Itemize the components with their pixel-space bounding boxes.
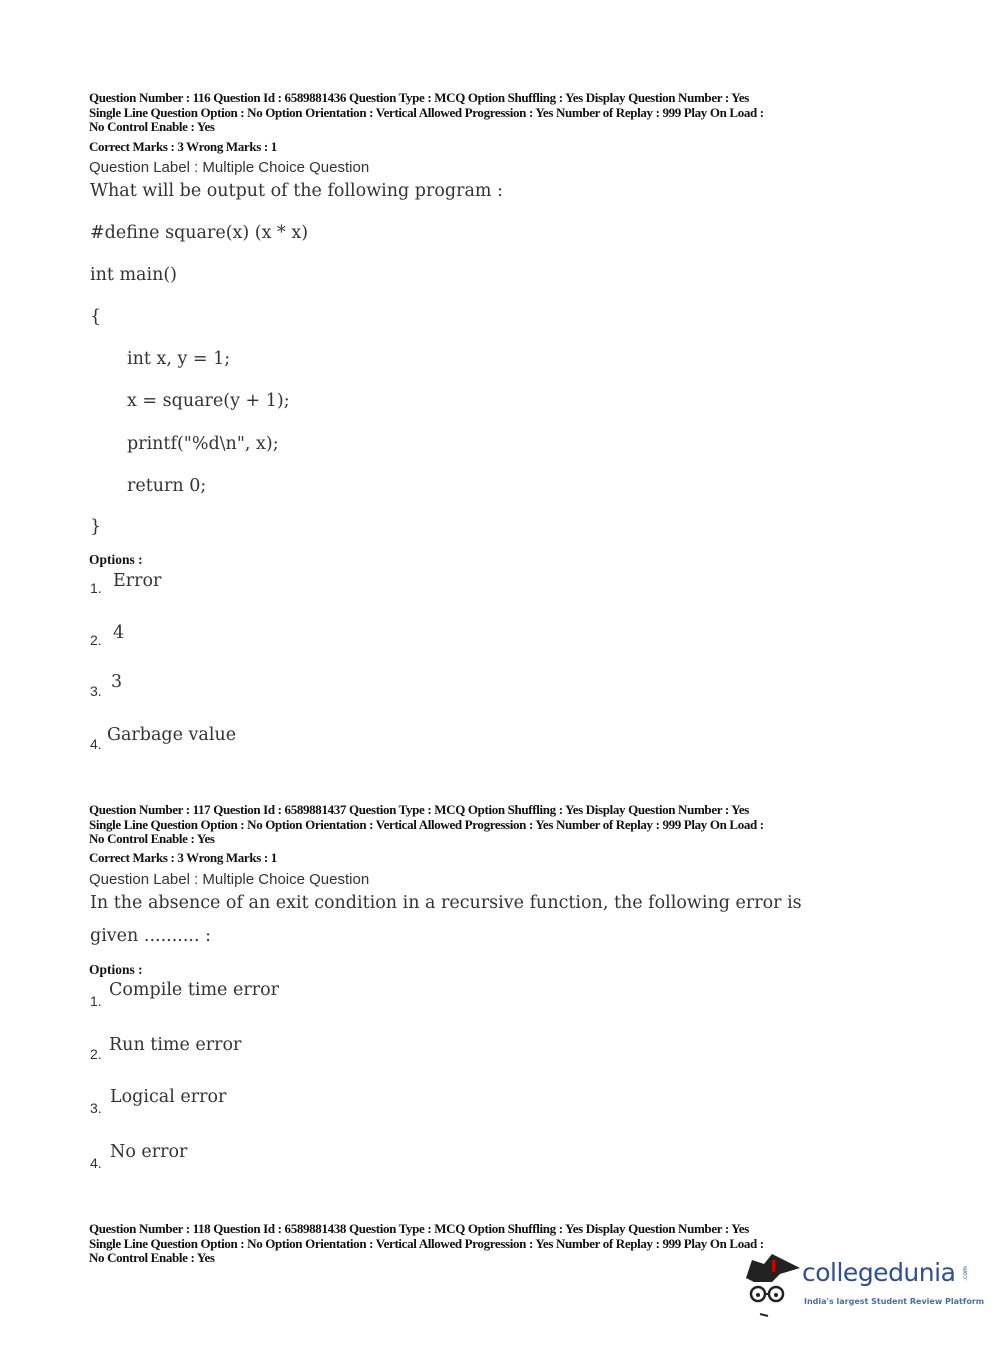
options-header: Options : [89, 552, 143, 567]
question-label: Question Label : Multiple Choice Question [89, 871, 370, 888]
meta-line: Question Number : 116 Question Id : 6589881436 Question Type : MCQ Option Shuffling : Yes Display Question Number : Yes [89, 90, 749, 105]
meta-line: Question Number : 117 Question Id : 6589881437 Question Type : MCQ Option Shuffling : Yes Display Question Number : Yes [89, 802, 749, 817]
options-header: Options : [89, 962, 143, 977]
question-text: given .......... : [90, 926, 211, 946]
option-text[interactable]: 4 [113, 623, 125, 643]
code-line: #define square(x) (x * x) [90, 223, 309, 243]
option-text[interactable]: Error [113, 571, 162, 591]
option-text[interactable]: Logical error [110, 1087, 227, 1107]
question-meta [89, 803, 764, 847]
code-line: return 0; [127, 476, 207, 496]
option-number: 3. [90, 683, 102, 699]
question-text: In the absence of an exit condition in a recursive function, the following error is [90, 893, 802, 913]
option-number: 4. [90, 1155, 102, 1171]
meta-line: Single Line Question Option : No Option Orientation : Vertical Allowed Progression : Yes Number of Replay : 999 Play On Load : [89, 104, 764, 120]
meta-line: Single Line Question Option : No Option Orientation : Vertical Allowed Progression : Yes Number of Replay : 999 Play On Load : [89, 1235, 764, 1251]
code-line: int x, y = 1; [127, 349, 231, 369]
mascot-icon [742, 1252, 802, 1318]
option-number: 2. [90, 1046, 102, 1062]
option-text[interactable]: Compile time error [109, 980, 279, 1000]
meta-line: No Control Enable : Yes [89, 119, 215, 134]
collegedunia-logo [742, 1252, 985, 1318]
option-text[interactable]: Garbage value [107, 725, 237, 745]
code-line: printf("%d\n", x); [127, 434, 279, 454]
code-line: int main() [90, 265, 178, 285]
option-text[interactable]: Run time error [109, 1035, 242, 1055]
marks: Correct Marks : 3 Wrong Marks : 1 [89, 850, 277, 865]
code-line: { [90, 307, 102, 327]
meta-line: No Control Enable : Yes [89, 831, 215, 846]
question-meta [89, 1222, 764, 1266]
option-number: 1. [90, 580, 102, 596]
meta-line: Single Line Question Option : No Option Orientation : Vertical Allowed Progression : Yes Number of Replay : 999 Play On Load : [89, 816, 764, 832]
logo-tagline: India's largest Student Review Platform [804, 1297, 985, 1306]
question-meta [89, 91, 764, 135]
logo-wordmark: collegedunia [802, 1258, 956, 1287]
marks: Correct Marks : 3 Wrong Marks : 1 [89, 139, 277, 154]
code-line: x = square(y + 1); [127, 391, 290, 411]
option-text[interactable]: No error [110, 1142, 188, 1162]
meta-line: No Control Enable : Yes [89, 1250, 215, 1265]
question-text: What will be output of the following program : [90, 181, 503, 201]
option-number: 4. [90, 736, 102, 752]
option-number: 2. [90, 632, 102, 648]
question-label: Question Label : Multiple Choice Question [89, 159, 370, 176]
meta-line: Question Number : 118 Question Id : 6589881438 Question Type : MCQ Option Shuffling : Yes Display Question Number : Yes [89, 1221, 749, 1236]
option-text[interactable]: 3 [111, 672, 123, 692]
logo-com: .com [961, 1266, 969, 1281]
option-number: 1. [90, 993, 102, 1009]
code-line: } [90, 517, 102, 537]
option-number: 3. [90, 1100, 102, 1116]
